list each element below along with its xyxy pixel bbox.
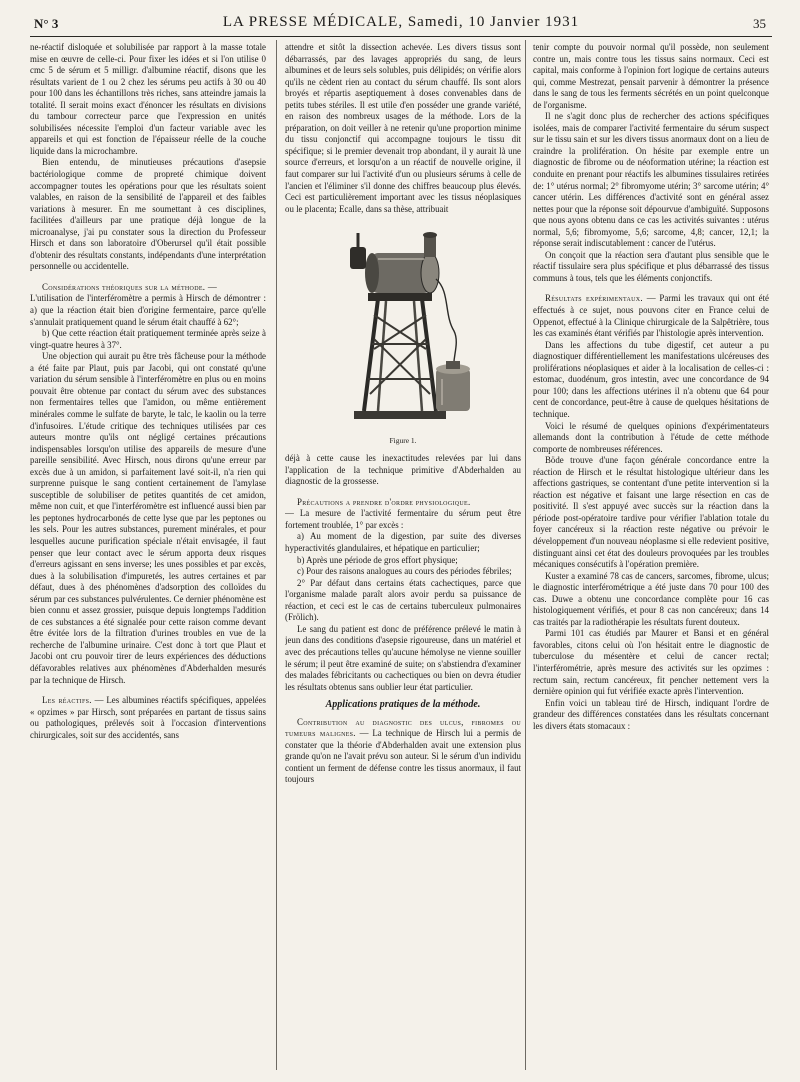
column-2 [285,42,521,1072]
list-item: c) Pour des raisons analogues au cours des périodes fébriles; [297,566,512,577]
section-heading: Résultats expérimentaux. [545,293,643,304]
paragraph: Parmi 101 cas étudiés par Maurer et Bansi et en général favorables, citons celui où l'on hésitait entre le diagnostic de tuberculose du mésentère et celui de cancer rectal; l'interférométrie, après mesure des activités sur les opzimes : rectum sain, rectum cancéreux, fit pencher nettement vers la dernière opinion qui fut vérifiée exacte après l'intervention. [533,628,769,697]
paragraph: attendre et sitôt la dissection achevée. Les divers tissus sont débarrassés, par des lavages appropriés du sang, de leurs albumines et de leurs sels solubles, puis délipidés; on vérifie alors qu'ils ne cèdent rien au contact du sérum chauffé. Ils sont alors broyés et répartis aseptiquement à doses convenables dans de petits tubes stériles. Il est utile d'en posséder une grande variété, en raison des nombreux usages de la méthode. Lors de la préparation, on doit veiller à ne retenir qu'une proportion minime du tissu conjonctif qui accompagne toujours le tissu dit spécifique; si le premier devenait trop abondant, il y aurait là une source d'erreurs, et lorsqu'on a un réactif de nouvelle origine, il faut comparer sur lui l'activité d'un ou plusieurs sérums à celle de l'ancien et l'éliminer s'il donne des chiffres beaucoup plus élevés. Ceci est particulièrement important avec les tissus néoplasiques ou le placenta; Ecalle, dans sa thèse, attribuait [285,42,521,214]
paragraph: L'utilisation de l'interféromètre a permis à Hirsch de démontrer : a) que la réaction était bien d'origine fermentaire, parce qu'elle s'annulait pratiquement quand le sérum était chauffé à 62°; [30,293,266,327]
paragraph: On conçoit que la réaction sera d'autant plus sensible que le réactif tissulaire sera plus spécifique et plus débarrassé des tissus communs à tous, tels que les éléments conjonctifs. [533,249,769,283]
journal-title: LA PRESSE MÉDICALE, Samedi, 10 Janvier 1931 [222,14,580,30]
paragraph: — Les albumines réactifs spécifiques, appelées « opzimes » par Hirsch, sont préparées en partant de tissus sains ou pathologiques, prélevés soit à l'occasion d'interventions chirurgicales, soit sur des accidentés, sans [30,695,266,740]
paragraph: Une objection qui aurait pu être très fâcheuse pour la méthode a été faite par Plaut, puis par Jacobi, qui ont constaté qu'une variation du sérum sensible à l'interféromètre en plus ou en moins pouvait être obtenue par contact du sérum avec des substances non fermentaires telles que l'amidon, ou même entièrement minérales comme le sulfate de baryte, le talc, le kaolin ou la terre d'infusoires. L'étude critique des techniques utilisées par ces auteurs montre qu'ils ont négligé certaines précautions indispensables lorsqu'on utilise des appareils de mesure d'une pareille sensibilité. Avec Hirsch, nous dirons qu'une erreur par excès due à un amidon, si parfaitement lavé soit-il, n'a rien qui surprenne puisque le sang contient certainement de l'amylase susceptible de solubiliser de petites quantités de cet amidon, même non cuit, et que l'interféromètre est influencé aussi bien par les peptones hydrocarbonés de cette lyse que par les peptones ou les sels. Pour les autres substances, purement minérales, et pour lesquelles aucune purification spéciale n'était envisagée, il faut penser que leur contact avec le sérum apporta deux risques d'erreurs agissant en sens inverse; les unes possibles et par excès, dues à la solubilisation d'impuretés, les autres certaines et par défaut, dues à des phénomènes d'adsorption des colloïdes du sérum par ces substances pulvérulentes. Ce dernier phénomène est bien connu et assez grossier, puisque depuis longtemps l'addition de ces substances a été signalée pour cette raison comme devant être évitée lors de la filtration d'urines troubles en vue de la recherche de l'albumine urinaire. C'est donc à tort que Plaut et Jacobi ont cru pouvoir tirer de leurs expériences des déductions défavorables relatives aux phénomènes d'Abderhalden mesurés par la technique de Hirsch. [30,351,266,685]
paragraph: tenir compte du pouvoir normal qu'il possède, non seulement contre un, mais contre tous les tissus sains normaux. Ceci est capital, mais conforme à l'opinion fort logique de certains auteurs qui, comme Mestrezat, pensait parvenir à démontrer la présence dans le sang de tous les ferments sécrétés en un point quelconque de l'organisme. [533,42,769,110]
paragraph: b) Que cette réaction était pratiquement terminée après seize à vingt-quatre heures à 37°. [30,328,266,350]
interferometer-illustration [328,219,478,437]
page-header [30,14,772,36]
paragraph: Kuster a examiné 78 cas de cancers, sarcomes, fibrome, ulcus; le diagnostic interférométrique a été juste dans 70 pour 100 des cas. Duwe a obtenu une concordance complète pour 16 cas histologiquement vérifiés, et pour 8 cas non cancéreux; dans 14 cas traités par la radiothérapie les résultats furent douteux. [533,570,769,627]
paragraph: Dans les affections du tube digestif, cet auteur a pu diagnostiquer différentiellement les manifestations ulcéreuses des proliférations néoplasiques et aider à la localisation de celles-ci : estomac, duodénum, gros intestin, avec une concordance de 94 pour 100; dans les affections utérines il n'a obtenu que 64 pour cent de concordance, peut-être à cause de quelques hésitations de technique. [533,339,769,419]
paragraph: 2° Par défaut dans certains états cachectiques, parce que l'organisme malade paraît alors avoir perdu sa puissance de réaction, et ceci est le cas de certains tuberculeux pulmonaires (Frölich). [285,577,521,623]
paragraph: Le sang du patient est donc de préférence prélevé le matin à jeun dans des conditions d'asepsie rigoureuse, dans un matériel et avec des précautions telles qu'aucune hémolyse ne vienne souiller le sérum; il peut être examiné de suite; on s'abstiendra d'examiner des malades fébricitants ou cachectiques ou bien on devra étudier les résultats obtenus sans oublier leur état particulier. [285,623,521,692]
section-heading: Les réactifs. [42,695,92,706]
paragraph: déjà à cette cause les inexactitudes relevées par lui dans l'application de la technique primitive d'Abderhalden au diagnostic de la grossesse. [285,453,521,487]
column-3 [533,42,769,1072]
list-item: b) Après une période de gros effort physique; [297,554,458,565]
column-1 [30,42,266,1072]
section-heading: Contribution au diagnostic des ulcus, fibromes ou tumeurs malignes. [285,716,521,739]
section-title: Applications pratiques de la méthode. [325,699,481,711]
paragraph: Voici le résumé de quelques opinions d'expérimentateurs allemands dont la contribution à l'étude de cette méthode comporte de nombreuses références. [533,420,769,454]
section-heading: Précautions a prendre d'ordre physiologique. [297,496,471,507]
issue-number: N° 3 [34,16,59,31]
paragraph: Böde trouve d'une façon générale concordance entre la réaction de Hirsch et le résultat histologique ultérieur dans les affections gastriques, se contentant d'une petite intervention si la réaction est négative et faisant une large résection en cas de positivité. Il s'est appuyé avec succès sur la réaction dans la période post-opératoire tardive pour vérifier l'ablation totale du foyer cancéreux si la réaction reste négative ou prévoir le développement d'un nouveau néoplasme si elle redevient positive, distinguant ainsi cet état des douleurs provoquées par les troubles mécaniques consécutifs à l'opération première. [533,455,769,570]
paragraph: ne-réactif disloquée et solubilisée par rapport à la masse totale mise en œuvre de celle-ci. Pour fixer les idées et si l'on utilise 0 cmc 5 de sérum et 5 milligr. d'albumine réactif, disons que les résultats varient de 1 ou 2 chez les sérums peu actifs à 30 ou 40 pour 100 dans les échantillons très riches, sans atteindre jamais la totalité. Il serait moins exact d'énoncer les résultats en divisions du tambour correcteur parce que l'expression en unités solubilisées nécessite l'emploi d'un facteur variable avec les appareils et qui est fonction de l'épaisseur réelle de la couche liquide dans la microchambre. [30,42,266,156]
header-rule [30,36,772,37]
paragraph: — La mesure de l'activité fermentaire du sérum peut être fortement troublée, 1° par excès : [285,508,521,530]
section-heading: Considérations théoriques sur la méthode. — [42,281,218,292]
paragraph: — La technique de Hirsch lui a permis de constater que la théorie d'Abderhalden avait une extension plus grande qu'on ne l'avait prévu son auteur. Si le sérum d'un individu contient un ferment de défense contre les tissus anormaux, il faut toujours [285,728,521,785]
paragraph: Il ne s'agit donc plus de rechercher des actions spécifiques isolées, mais de comparer l'activité fermentaire du sérum suspect sur le tissu sain et sur les divers tissus anormaux dont on a lieu de craindre la prolifération. On hésite par exemple entre un diagnostic de fibrome ou de néoformation utérine; la réaction est conduite en prenant pour réactifs les albumines tissulaires retirées de: 1° utérus normal; 2° fibromyome utérin; 3° sarcome utérin; 4° cancer utérin. Les différences d'activité sont en général assez nettes pour que la réponse soit dépourvue d'ambiguïté. Supposons que nous ayons obtenu dans ce cas les activités suivantes : utérus normal, 5,6; fibromyome, 5,6; sarcome, 4,8; cancer, 12,1; la réponse serait indiscutablement : cancer de l'utérus. [533,111,769,249]
paragraph: — Parmi les travaux qui ont été effectués à ce sujet, nous pouvons citer en France celui de Oppenot, effectué à la Clinique chirurgicale de la Salpêtrière, tous les cas examinés étant vérifiés par l'histologie après intervention. [533,293,769,339]
column-divider [525,40,526,1070]
figure-interferometer [285,219,521,449]
column-divider [276,40,277,1070]
figure-caption: Figure 1. [389,436,417,446]
paragraph: Enfin voici un tableau tiré de Hirsch, indiquant l'ordre de grandeur des différences constatées dans les résultats concernant les divers états stomacaux : [533,697,769,731]
paragraph: Bien entendu, de minutieuses précautions d'asepsie bactériologique comme de propreté chimique doivent accompagner toutes les opérations pour que les résultats soient valables, en raison de la sensibilité de l'appareil et des faibles variations à mesurer. En me soumettant à ces disciplines, facilitées d'ailleurs par une pratique déjà longue de la microanalyse, j'ai pu constater sous la direction du Professeur Hirsch et dans son laboratoire d'Oberursel qu'il était possible d'obtenir des résultats constants, indépendants d'une interprétation personnelle ou accidentelle. [30,157,266,272]
list-item: a) Au moment de la digestion, par suite des diverses hyperactivités glandulaires, et hépatique en particulier; [285,531,521,554]
page-number: 35 [753,16,766,31]
